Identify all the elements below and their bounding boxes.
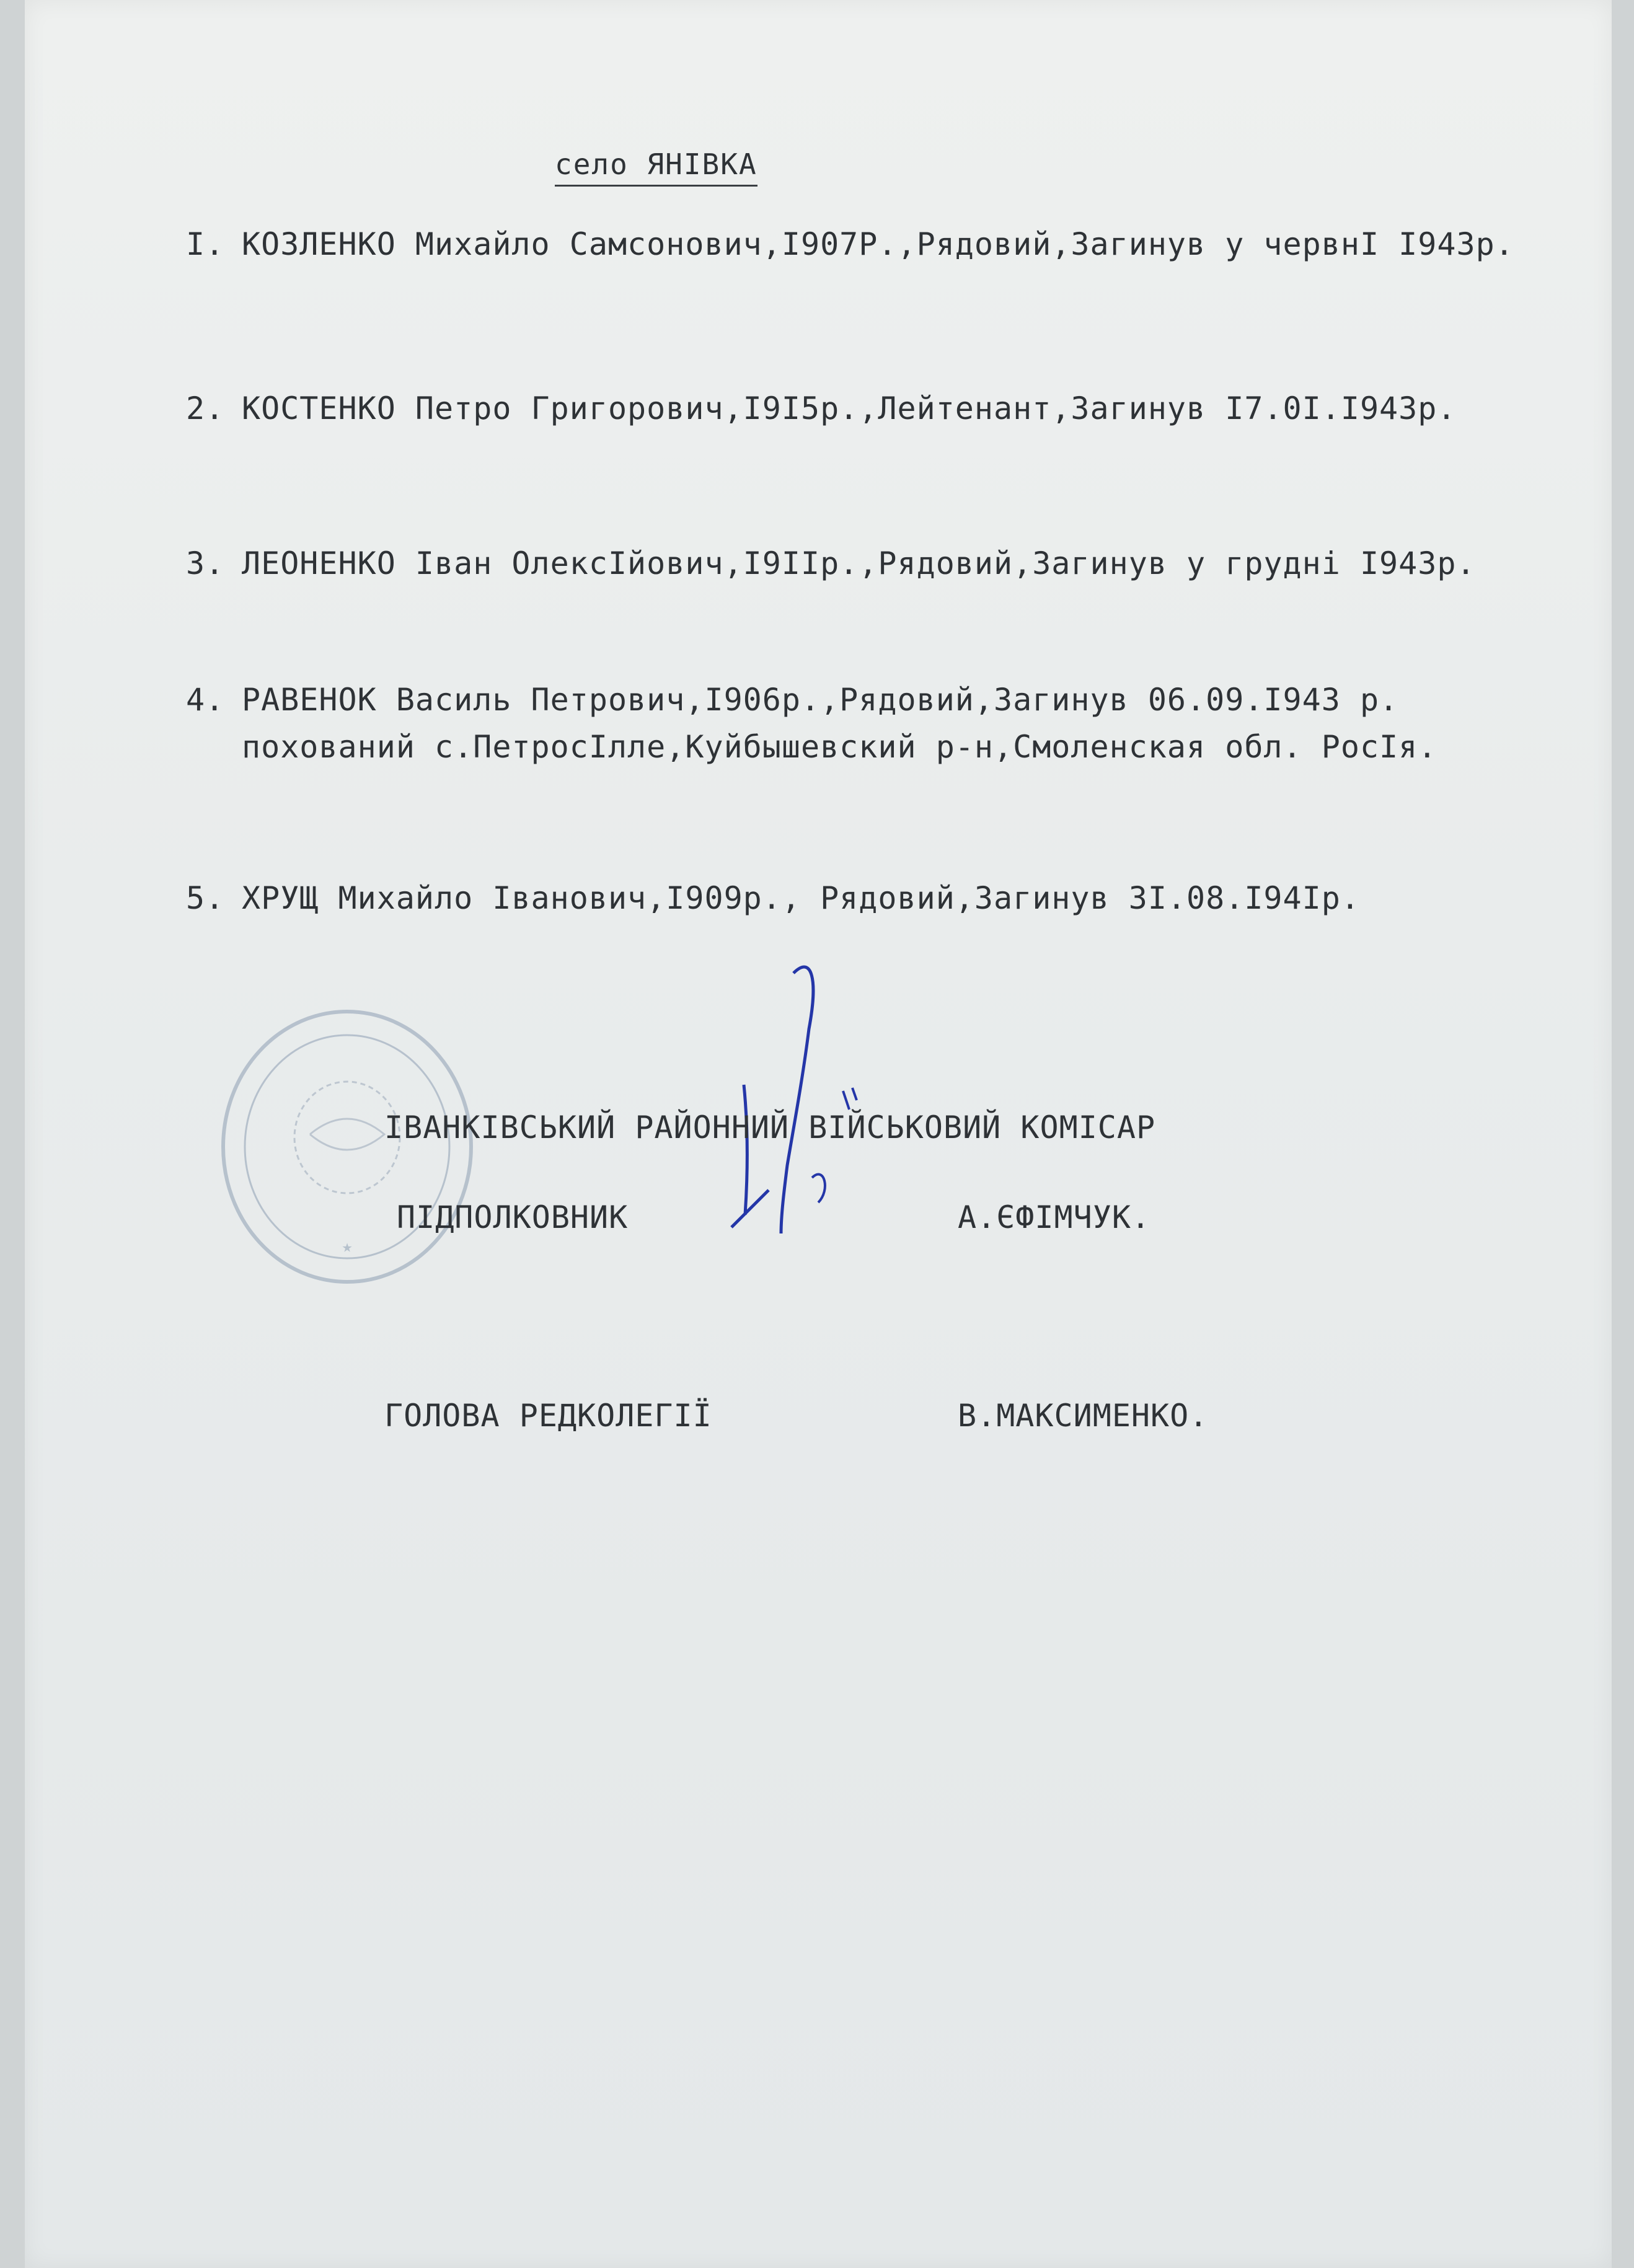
commissar-rank: ПІДПОЛКОВНИК: [397, 1199, 629, 1235]
list-item-number: I.: [186, 226, 225, 262]
list-item-number: 4.: [186, 682, 225, 718]
list-item-text: РАВЕНОК Василь Петрович,I906р.,Рядовий,Загинув 06.09.I943 р.: [242, 682, 1399, 718]
official-stamp: [217, 1004, 477, 1289]
list-item-text: ХРУЩ Михайло Іванович,I909р., Рядовий,Загинув 3I.08.I94Iр.: [242, 880, 1360, 916]
list-item: [186, 391, 1456, 426]
list-item-number: 3.: [186, 545, 225, 581]
editor-name: В.МАКСИМЕНКО.: [958, 1398, 1209, 1434]
list-item: [186, 226, 1514, 262]
list-item: [186, 545, 1476, 581]
svg-text:★: ★: [342, 1236, 353, 1256]
list-item-text: КОЗЛЕНКО Михайло Самсонович,I907Р.,Рядовий,Загинув у червнІ I943р.: [242, 226, 1514, 262]
page-title: село ЯНІВКА: [555, 148, 757, 187]
list-item-text: КОСТЕНКО Петро Григорович,I9I5р.,Лейтенант,Загинув I7.0I.I943р.: [242, 391, 1457, 426]
commissar-position: ІВАНКІВСЬКИЙ РАЙОННИЙ ВІЙСЬКОВИЙ КОМІСАР: [384, 1110, 1156, 1145]
list-item: [186, 880, 1360, 916]
list-item: [186, 682, 1437, 765]
list-item-number: 5.: [186, 880, 225, 916]
list-item-text: ЛЕОНЕНКО Іван ОлексІйович,I9IIр.,Рядовий,Загинув у грудні I943р.: [242, 545, 1476, 581]
editor-position: ГОЛОВА РЕДКОЛЕГІЇ: [384, 1398, 712, 1434]
handwritten-signature: [694, 955, 899, 1252]
list-item-number: 2.: [186, 391, 225, 426]
commissar-name: А.ЄФІМЧУК.: [958, 1199, 1151, 1235]
list-item-continuation: похований с.ПетросІлле,Куйбышевский р-н,Смоленская обл. РосІя.: [242, 729, 1437, 765]
